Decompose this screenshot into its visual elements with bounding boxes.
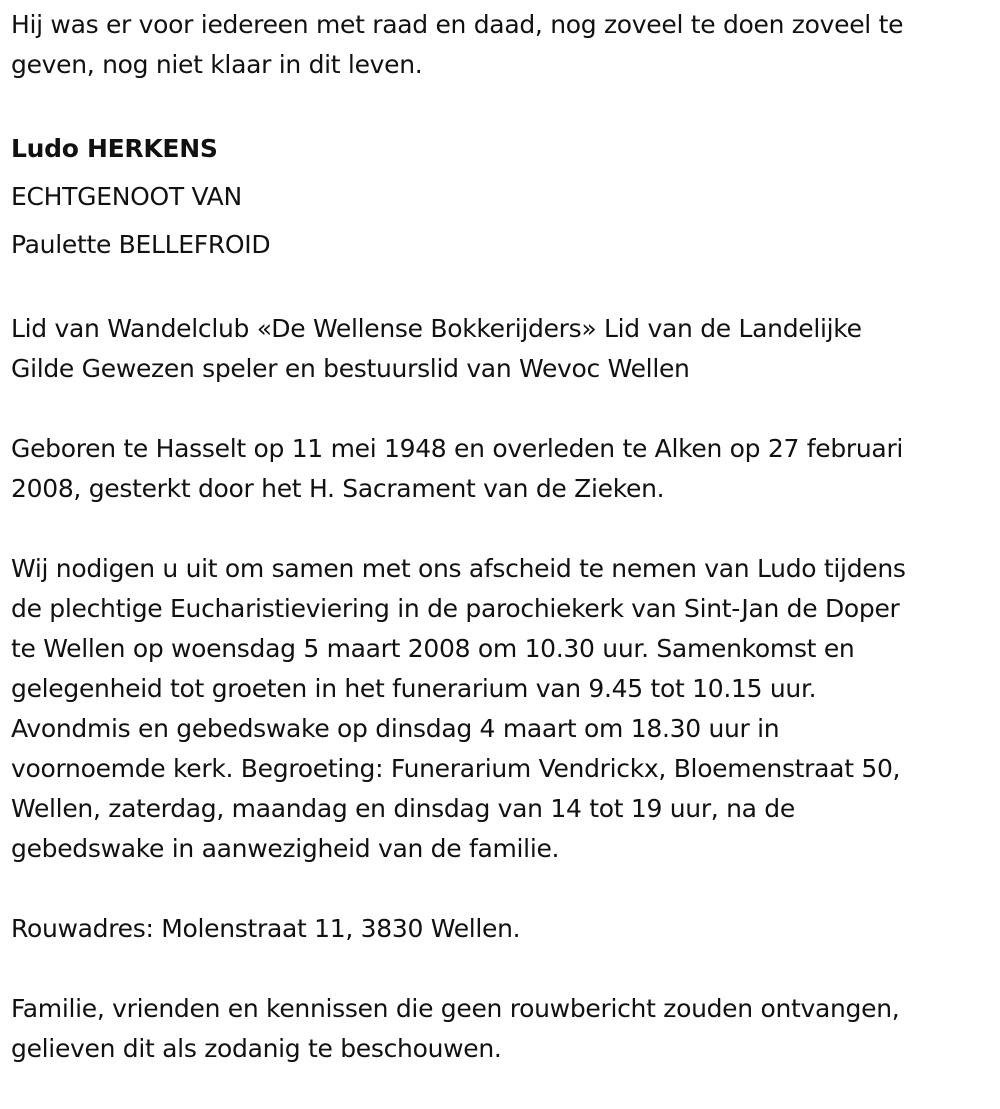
deceased-block (11, 125, 996, 269)
birth-death-paragraph (11, 429, 996, 509)
ceremony-line: voornoemde kerk. Begroeting: Funerarium Vendrickx, Bloemenstraat 50, (11, 754, 901, 783)
ceremony-paragraph (11, 549, 996, 869)
birth-death-line: Geboren te Hasselt op 11 mei 1948 en overleden te Alken op 27 februari (11, 434, 904, 463)
deceased-name: Ludo HERKENS (11, 134, 218, 163)
birth-death-line: 2008, gesterkt door het H. Sacrament van de Zieken. (11, 474, 665, 503)
ceremony-line: gelegenheid tot groeten in het funerarium van 9.45 tot 10.15 uur. (11, 674, 817, 703)
ceremony-line: Wij nodigen u uit om samen met ons afscheid te nemen van Ludo tijdens (11, 554, 906, 583)
ceremony-line: Wellen, zaterdag, maandag en dinsdag van 14 tot 19 uur, na de (11, 794, 795, 823)
address-line: Rouwadres: Molenstraat 11, 3830 Wellen. (11, 914, 521, 943)
memberships-line: Lid van Wandelclub «De Wellense Bokkerijders» Lid van de Landelijke (11, 314, 862, 343)
ceremony-line: te Wellen op woensdag 5 maart 2008 om 10.30 uur. Samenkomst en (11, 634, 855, 663)
ceremony-line: gebedswake in aanwezigheid van de familie. (11, 834, 560, 863)
closing-line: Familie, vrienden en kennissen die geen rouwbericht zouden ontvangen, (11, 994, 900, 1023)
closing-line: gelieven dit als zodanig te beschouwen. (11, 1034, 502, 1063)
memberships-paragraph (11, 309, 996, 389)
relation-label: ECHTGENOOT VAN (11, 182, 242, 211)
ceremony-line: Avondmis en gebedswake op dinsdag 4 maart om 18.30 uur in (11, 714, 780, 743)
intro-line: Hij was er voor iedereen met raad en daad, nog zoveel te doen zoveel te (11, 10, 904, 39)
intro-paragraph (11, 5, 996, 85)
ceremony-line: de plechtige Eucharistieviering in de parochiekerk van Sint-Jan de Doper (11, 594, 900, 623)
address-paragraph (11, 909, 996, 949)
memberships-line: Gilde Gewezen speler en bestuurslid van Wevoc Wellen (11, 354, 690, 383)
intro-line: geven, nog niet klaar in dit leven. (11, 50, 423, 79)
closing-paragraph (11, 989, 996, 1069)
spouse-name: Paulette BELLEFROID (11, 230, 271, 259)
obituary-document (11, 5, 996, 1109)
